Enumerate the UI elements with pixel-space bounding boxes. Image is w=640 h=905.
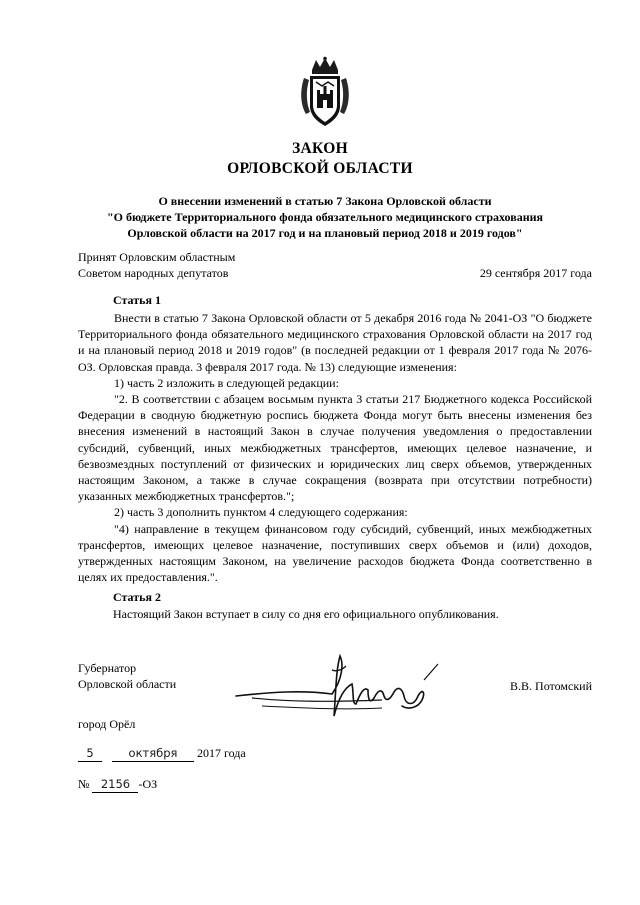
orel-region-coat-of-arms-icon xyxy=(298,56,352,128)
signing-day: 5 xyxy=(78,745,102,762)
article-1-item-1-intro: 1) часть 2 изложить в следующей редакции: xyxy=(114,375,339,390)
article-1-item-2-text: "4) направление в текущем финансовом году субсидий, субвенций, иных межбюджетных трансфертов, имеющих целевое назначение, поступивших сверх объемов и (или) доходов, утвержденных настоящим Законом, на увеличение расходов бюджета Фонда соответственно в целях их предоставления.". xyxy=(78,521,592,585)
adoption-line-2: Советом народных депутатов xyxy=(78,266,229,280)
article-1-item-2-intro: 2) часть 3 дополнить пунктом 4 следующего содержания: xyxy=(114,505,408,520)
signing-month: октября xyxy=(112,745,194,762)
law-number-suffix: -ОЗ xyxy=(138,777,158,791)
signing-date xyxy=(78,745,246,762)
article-1-item-1-text: "2. В соответствии с абзацем восьмым пункта 3 статьи 217 Бюджетного кодекса Российской Федерации в сводную бюджетную роспись бюджета Фонда могут быть внесены изменения без внесения изменений в настоящий Закон в случае получения уведомления о предоставлении субсидий, субвенций, иных межбюджетных трансфертов, имеющих целевое назначение, и безвозмездных поступлений от физических и юридических лиц сверх объемов, утвержденных настоящим Законом, а также в случае сокращения (возврата при отсутствии потребности) указанных межбюджетных трансфертов."; xyxy=(78,392,592,504)
law-subtitle-line-1: О внесении изменений в статью 7 Закона Орловской области xyxy=(158,194,492,208)
adoption-line-1: Принят Орловским областным xyxy=(78,250,236,264)
law-number xyxy=(78,776,157,793)
law-title: ЗАКОН xyxy=(292,140,348,157)
signing-year: 2017 года xyxy=(197,746,246,760)
article-2-heading: Статья 2 xyxy=(113,590,161,604)
law-subtitle-line-3: Орловской области на 2017 год и на плановый период 2018 и 2019 годов" xyxy=(127,226,523,240)
governor-title-line-1: Губернатор xyxy=(78,661,137,675)
article-2-text: Настоящий Закон вступает в силу со дня его официального опубликования. xyxy=(113,607,499,621)
law-number-prefix: № xyxy=(78,777,90,791)
city: город Орёл xyxy=(78,717,136,731)
article-1-body xyxy=(78,310,592,585)
region-title: ОРЛОВСКОЙ ОБЛАСТИ xyxy=(227,160,413,177)
article-1-heading: Статья 1 xyxy=(113,293,161,307)
law-subtitle-line-2: "О бюджете Территориального фонда обязательного медицинского страхования xyxy=(106,210,544,224)
handwritten-signature-icon xyxy=(232,650,442,725)
governor-title-line-2: Орловской области xyxy=(78,677,177,691)
governor-name: В.В. Потомский xyxy=(510,679,592,693)
adoption-date: 29 сентября 2017 года xyxy=(479,266,592,280)
article-1-intro: Внести в статью 7 Закона Орловской области от 5 декабря 2016 года № 2041-ОЗ "О бюджете Территориального фонда обязательного медицинского страхования Орловской области на 2017 год и на плановый период 2018 и 2019 годов" (в последней редакции от 1 февраля 2017 года № 2076-ОЗ. Орловская правда. 3 февраля 2017 года. № 13) следующие изменения: xyxy=(78,311,592,374)
law-number-value: 2156 xyxy=(92,776,138,793)
